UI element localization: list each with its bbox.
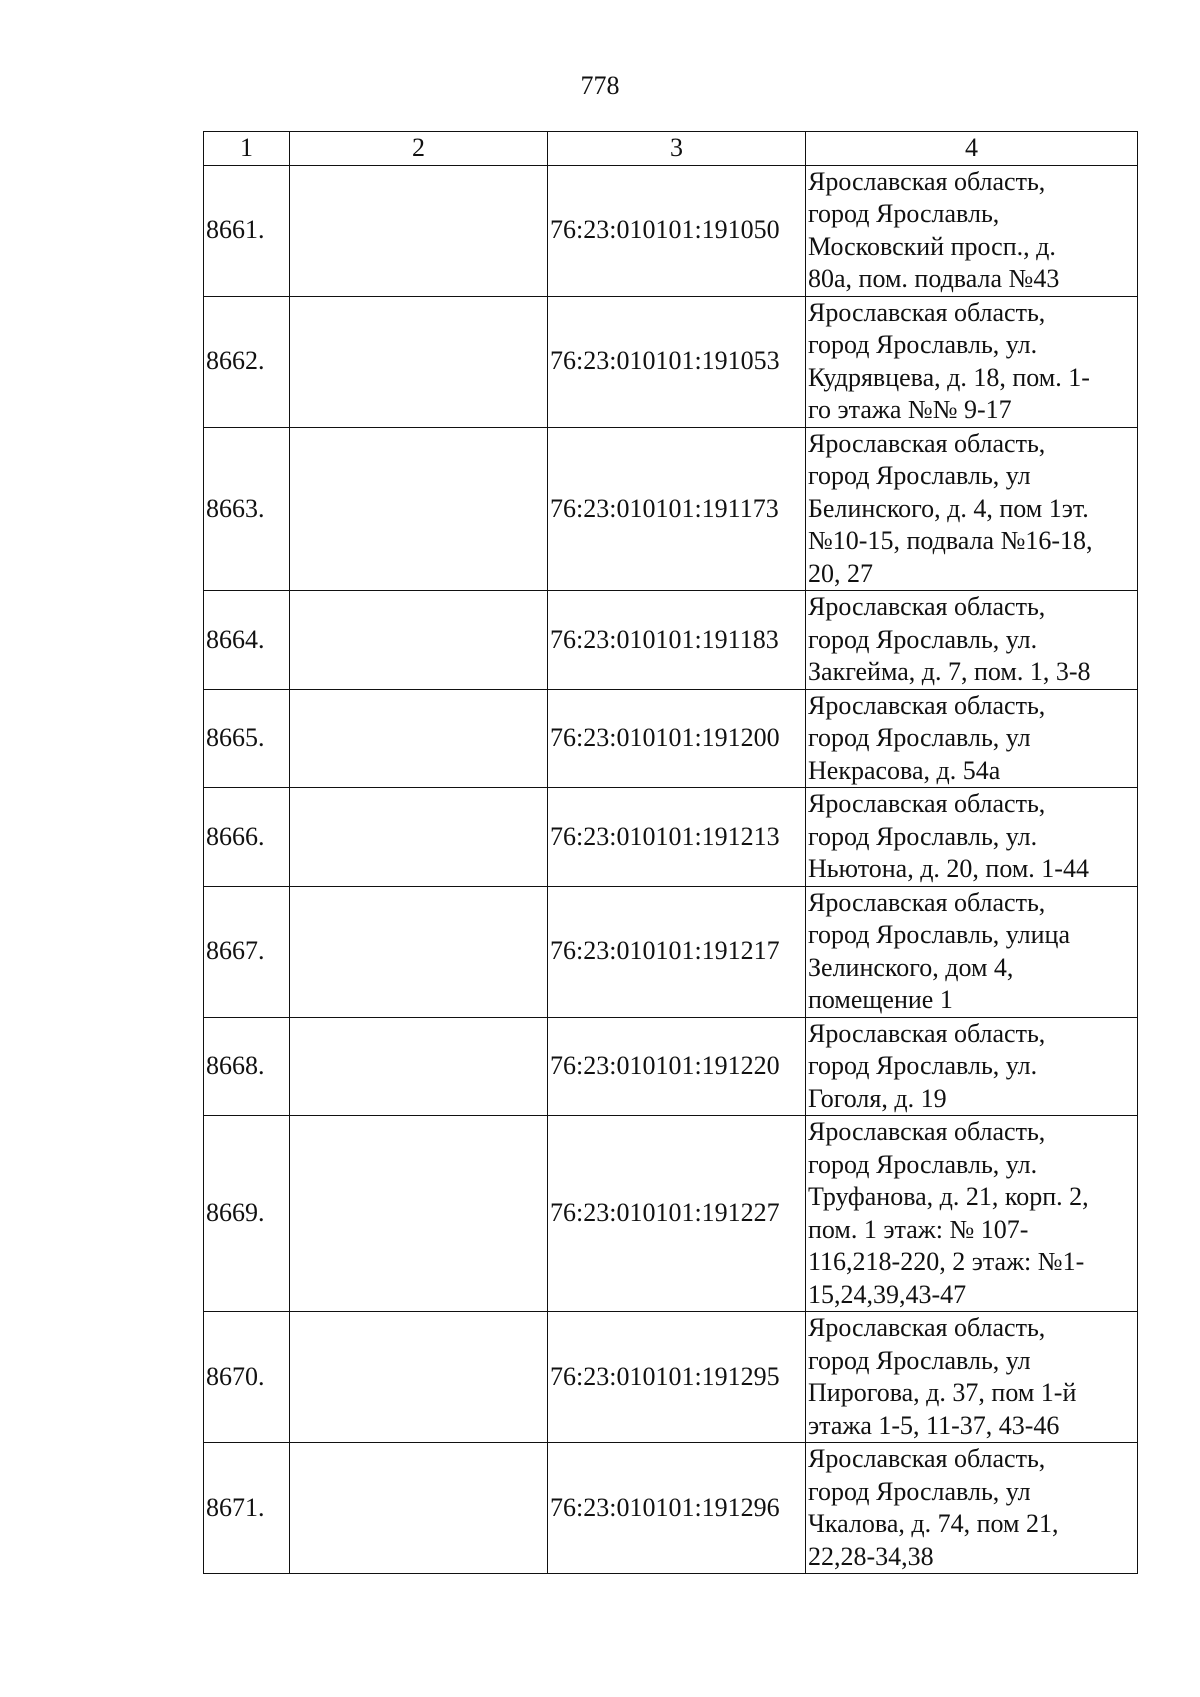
address-line: Ярославская область, [808,1018,1046,1048]
cadastral-number: 76:23:010101:191173 [548,427,806,591]
address-line: Ярославская область, [808,297,1046,327]
address-line: Кудрявцева, д. 18, пом. 1- [808,362,1090,392]
row-number: 8663. [204,427,290,591]
address-line: 116,218-220, 2 этаж: №1- [808,1247,1085,1276]
address-line: Чкалова, д. 74, пом 21, [808,1509,1059,1538]
table-header-row [204,132,1138,166]
address-line: город Ярославль, ул [808,1476,1031,1506]
row-col2 [290,1443,548,1574]
table-row [204,591,1138,690]
cadastral-number: 76:23:010101:191053 [548,296,806,427]
address-line: помещение 1 [808,985,953,1014]
table-row [204,1312,1138,1443]
address-cell [806,689,1138,788]
address-line: 80а, пом. подвала №43 [808,264,1060,293]
table-row [204,689,1138,788]
address-line: №10-15, подвала №16-18, [808,526,1093,555]
address-line: Ярославская область, [808,1313,1046,1342]
address-line: 20, 27 [808,558,873,588]
row-col2 [290,165,548,296]
address-line: город Ярославль, ул. [808,624,1038,654]
row-col2 [290,886,548,1017]
address-cell [806,788,1138,887]
row-col2 [290,591,548,690]
row-col2 [290,296,548,427]
address-line: Ярославская область, [808,887,1046,917]
header-col-4: 4 [806,132,1138,166]
row-number: 8671. [204,1443,290,1574]
cadastral-number: 76:23:010101:191213 [548,788,806,887]
row-col2 [290,1312,548,1443]
cadastral-number: 76:23:010101:191050 [548,165,806,296]
row-number: 8667. [204,886,290,1017]
table-row [204,427,1138,591]
address-cell [806,1116,1138,1312]
address-line: Белинского, д. 4, пом 1эт. [808,493,1089,523]
cadastral-number: 76:23:010101:191295 [548,1312,806,1443]
cadastral-number: 76:23:010101:191217 [548,886,806,1017]
address-cell [806,1017,1138,1116]
page-number: 778 [580,71,620,100]
header-col-2: 2 [290,132,548,166]
address-cell [806,296,1138,427]
address-line: Гоголя, д. 19 [808,1083,947,1113]
row-col2 [290,689,548,788]
cadastral-number: 76:23:010101:191220 [548,1017,806,1116]
address-line: город Ярославль, ул [808,723,1031,752]
address-cell [806,591,1138,690]
address-line: Ярославская область, [808,166,1046,196]
address-line: пом. 1 этаж: № 107- [808,1214,1029,1244]
address-line: Московский просп., д. [808,231,1056,261]
row-col2 [290,1017,548,1116]
address-line: город Ярославль, ул. [808,1051,1038,1080]
row-number: 8670. [204,1312,290,1443]
row-number: 8664. [204,591,290,690]
address-line: город Ярославль, ул. [808,821,1038,851]
header-col-1: 1 [204,132,290,166]
table-row [204,1017,1138,1116]
row-number: 8666. [204,788,290,887]
cadastral-number: 76:23:010101:191296 [548,1443,806,1574]
address-line: 15,24,39,43-47 [808,1279,967,1309]
address-line: город Ярославль, ул [808,461,1031,490]
address-line: 22,28-34,38 [808,1541,934,1571]
table-row [204,296,1138,427]
cadastral-number: 76:23:010101:191227 [548,1116,806,1312]
address-line: Ньютона, д. 20, пом. 1-44 [808,854,1089,883]
address-cell [806,165,1138,296]
address-line: город Ярославль, улица [808,920,1071,949]
cadastral-number: 76:23:010101:191183 [548,591,806,690]
address-line: Ярославская область, [808,428,1046,458]
row-number: 8661. [204,165,290,296]
row-col2 [290,427,548,591]
table-body [204,165,1138,1574]
address-line: Пирогова, д. 37, пом 1-й [808,1378,1077,1407]
address-line: Некрасова, д. 54а [808,755,1001,785]
address-line: Ярославская область, [808,592,1046,621]
table-row [204,165,1138,296]
address-cell [806,427,1138,591]
address-line: Ярославская область, [808,690,1046,720]
row-col2 [290,788,548,887]
table-row [204,886,1138,1017]
cadastral-number: 76:23:010101:191200 [548,689,806,788]
row-number: 8662. [204,296,290,427]
address-line: город Ярославль, ул [808,1345,1031,1375]
address-line: Зелинского, дом 4, [808,952,1014,982]
address-cell [806,1312,1138,1443]
address-cell [806,886,1138,1017]
address-line: город Ярославль, ул. [808,330,1038,359]
header-col-3: 3 [548,132,806,166]
address-line: Ярославская область, [808,789,1046,818]
address-line: этажа 1-5, 11-37, 43-46 [808,1410,1060,1440]
address-line: Труфанова, д. 21, корп. 2, [808,1182,1089,1211]
registry-table [203,131,1138,1574]
table-row [204,788,1138,887]
row-number: 8669. [204,1116,290,1312]
table-row [204,1116,1138,1312]
address-line: го этажа №№ 9-17 [808,395,1012,424]
row-number: 8668. [204,1017,290,1116]
address-cell [806,1443,1138,1574]
address-line: Ярославская область, [808,1117,1046,1146]
address-line: Ярославская область, [808,1444,1046,1473]
address-line: город Ярославль, [808,199,1000,228]
row-col2 [290,1116,548,1312]
address-line: Закгейма, д. 7, пом. 1, 3-8 [808,657,1091,686]
row-number: 8665. [204,689,290,788]
table-row [204,1443,1138,1574]
address-line: город Ярославль, ул. [808,1149,1038,1179]
